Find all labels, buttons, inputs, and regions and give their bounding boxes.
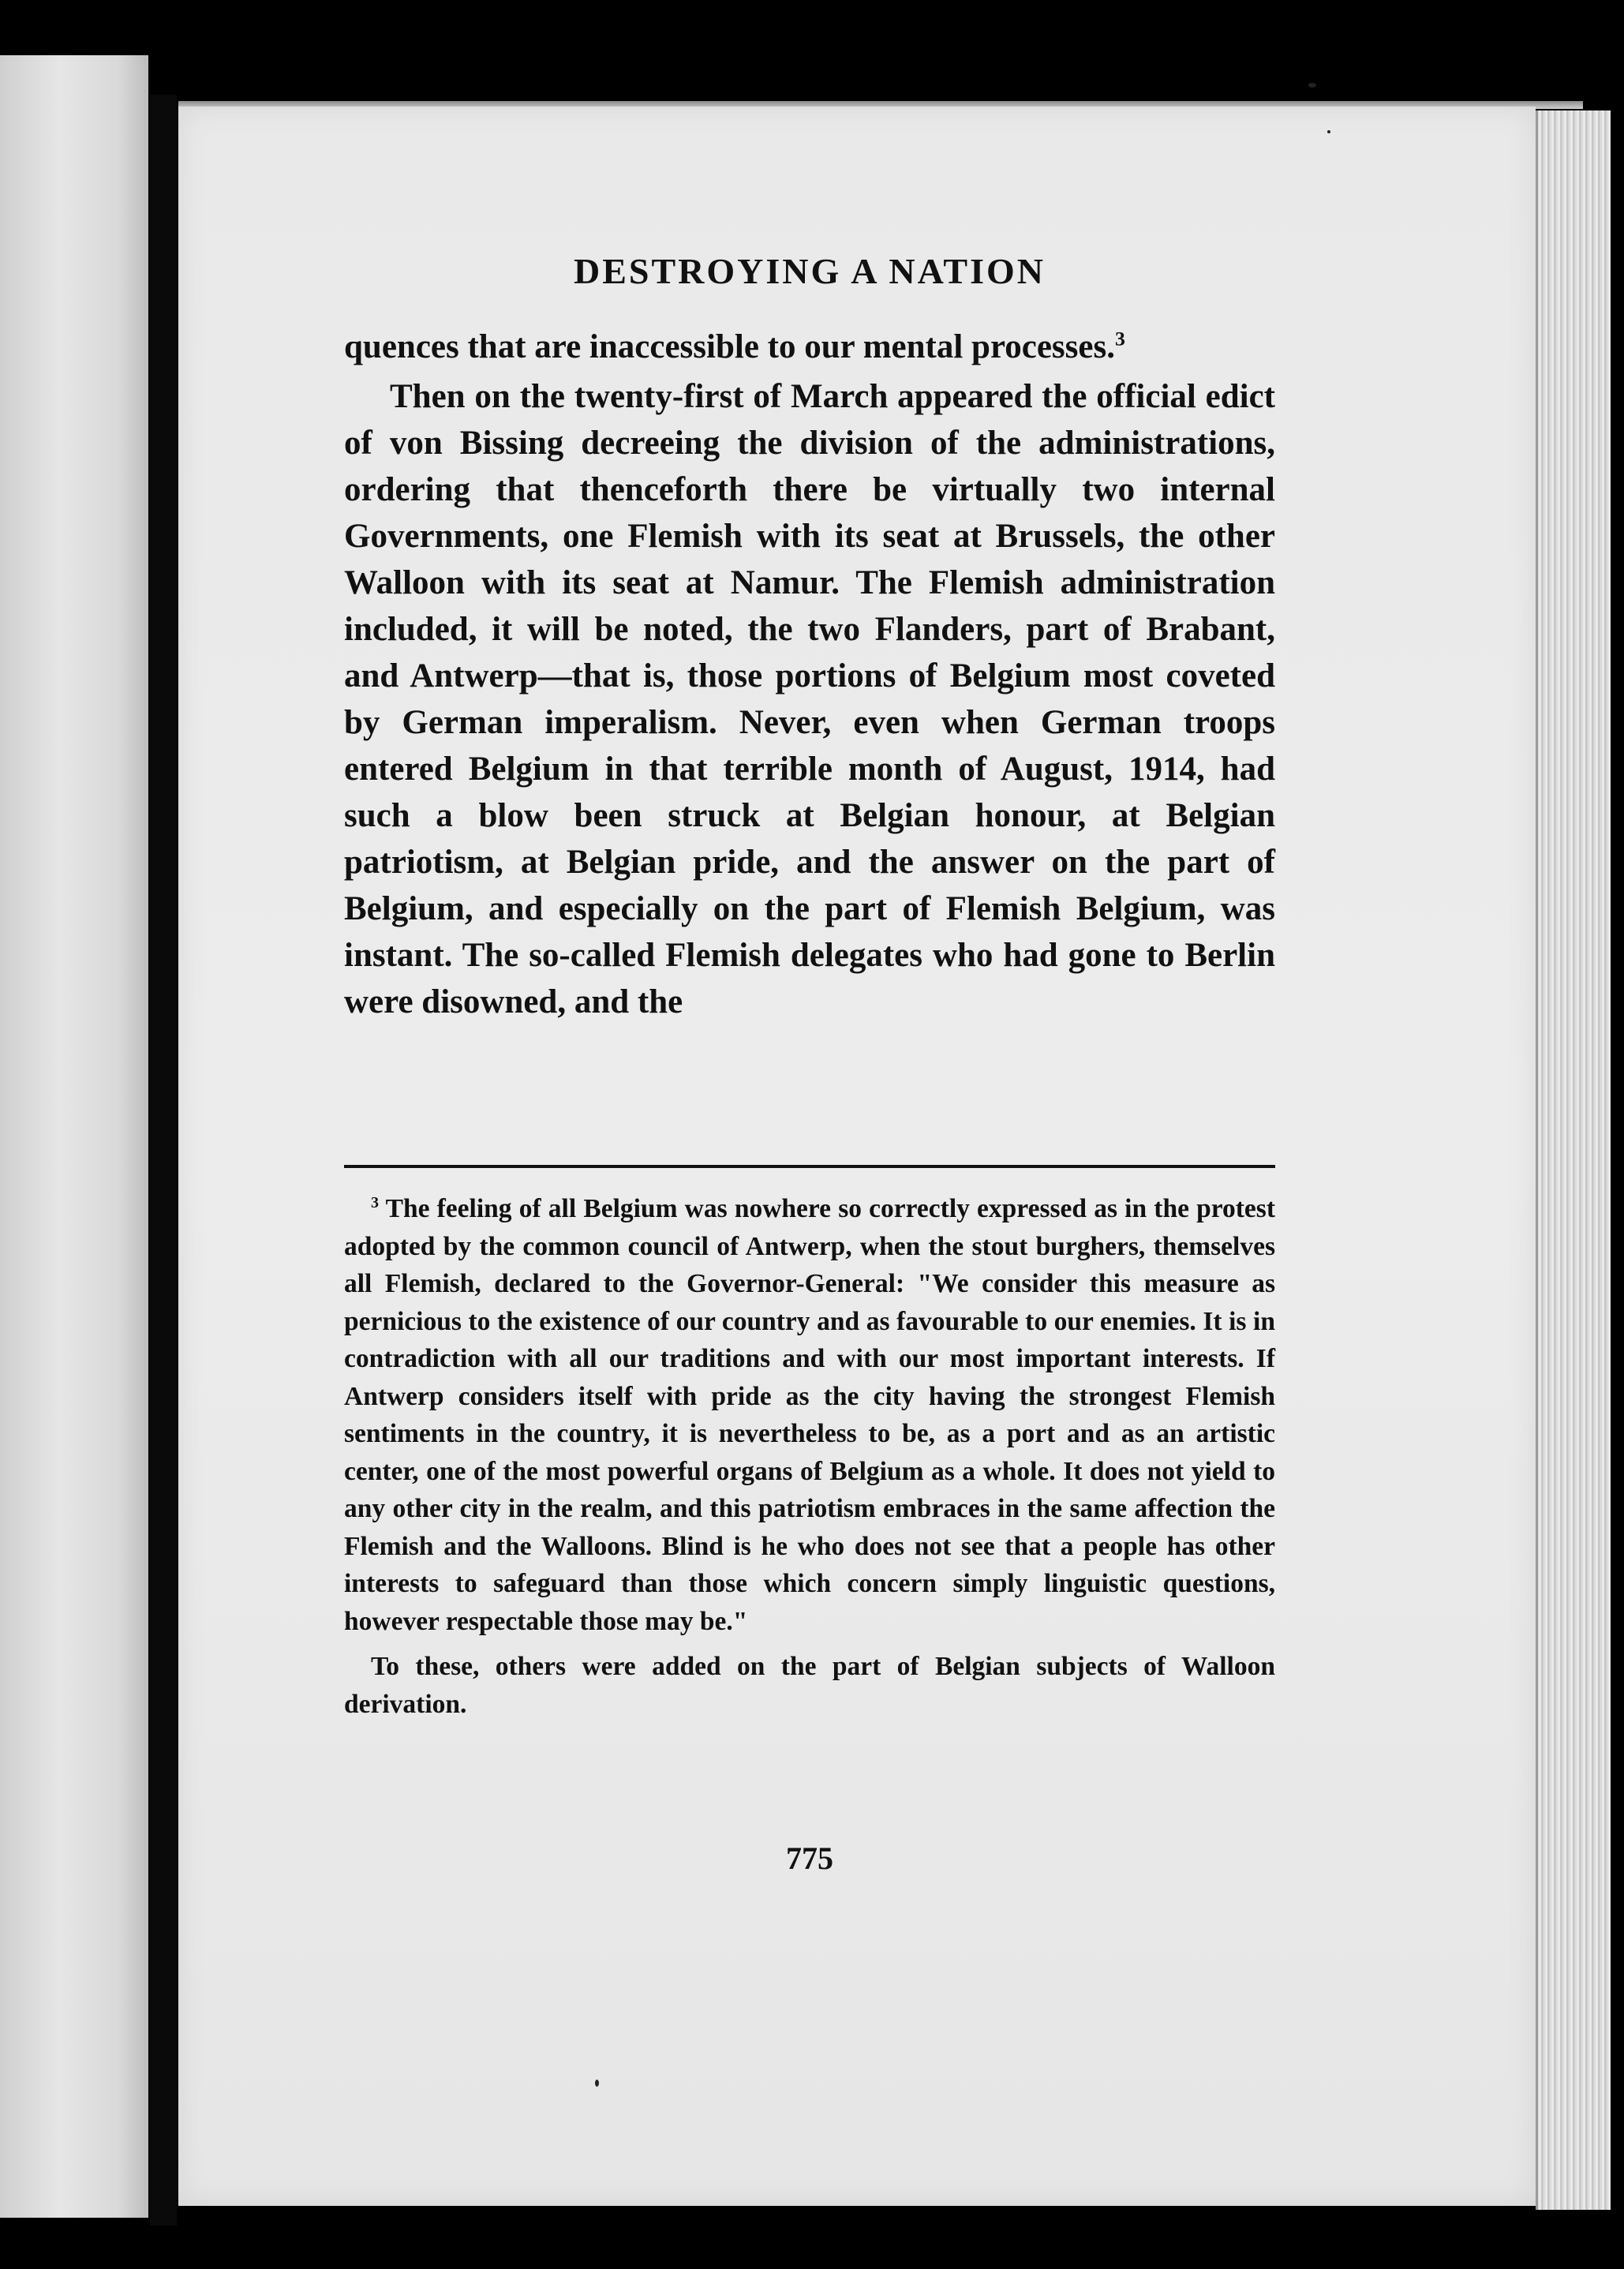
print-speck <box>1327 130 1330 133</box>
facing-page-edge <box>0 55 148 2218</box>
paragraph-text: quences that are inaccessible to our mental processes. <box>344 328 1115 365</box>
footnote-continuation <box>344 1648 1275 1723</box>
stacked-page-edges <box>1536 110 1611 2210</box>
body-paragraph <box>344 373 1275 1025</box>
print-speck <box>1308 83 1316 88</box>
footnote-marker: 3 <box>371 1193 380 1211</box>
paragraph-text: Then on the twenty-first of March appeared the official edict of von Bissing decreeing the division of the administrations, ordering that thenceforth there be virtually two internal Governments, one Flemish with its seat at Brussels, the other Walloon with its seat at Namur. The Flemish administration included, it will be noted, the two Flanders, part of Brabant, and Antwerp—that is, those portions of Belgium most coveted by German imperalism. Never, even when German troops entered Belgium in that terrible month of August, 1914, had such a blow been struck at Belgian honour, at Belgian patriotism, at Belgian pride, and the answer on the part of Belgium, and especially on the part of Flemish Belgium, was instant. The so-called Flemish delegates who had gone to Berlin were disowned, and the <box>344 378 1275 1020</box>
footnote <box>344 1190 1275 1640</box>
footnote-text: The feeling of all Belgium was nowhere so correctly expressed as in the protest adopted by the common council of Antwerp, when the stout burghers, themselves all Flemish, declared to the Governor-General: "We consider this measure as pernicious to the existence of our country and as favourable to our enemies. It is in contradiction with all our traditions and with our most important interests. If Antwerp considers itself with pride as the city having the strongest Flemish sentiments in the country, it is nevertheless to be, as a port and as an artistic center, one of the most powerful organs of Belgium as a whole. It does not yield to any other city in the realm, and this patriotism embraces in the same affection the Flemish and the Walloons. Blind is he who does not see that a people has other interests to safeguard than those which concern simply linguistic questions, however respectable those may be." <box>344 1194 1275 1636</box>
print-speck <box>595 2080 599 2087</box>
body-paragraph <box>344 324 1275 370</box>
running-head: DESTROYING A NATION <box>573 251 1046 291</box>
footnote-text: To these, others were added on the part of Belgian subjects of Walloon derivation. <box>344 1652 1275 1719</box>
footnote-reference: 3 <box>1114 327 1125 350</box>
page-number: 775 <box>786 1840 833 1876</box>
book-gutter <box>150 95 177 2226</box>
footnotes <box>344 1190 1275 1723</box>
footnote-rule <box>344 1165 1275 1168</box>
body-text <box>344 324 1275 1025</box>
